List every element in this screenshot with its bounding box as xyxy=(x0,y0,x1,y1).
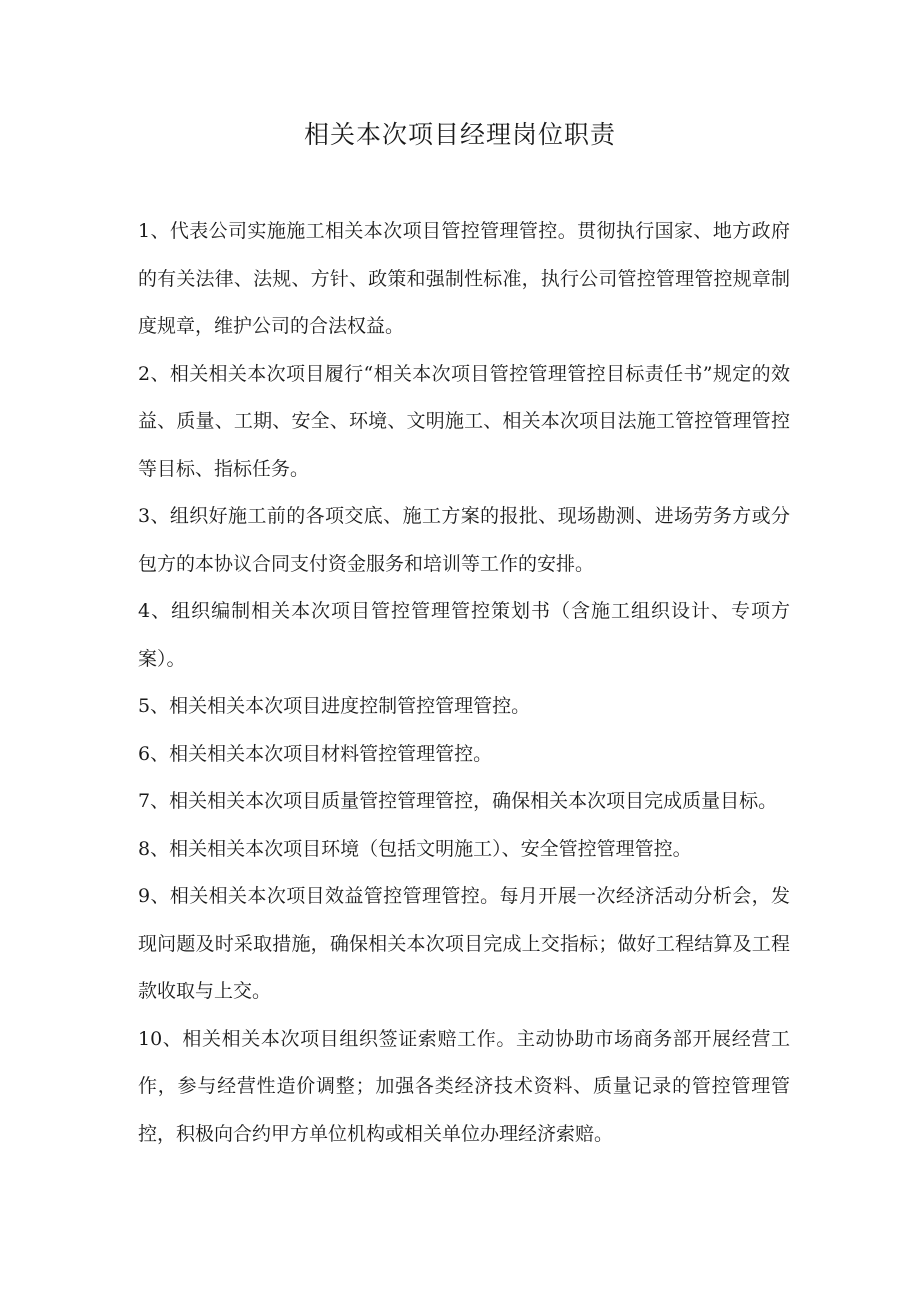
paragraph-5: 5、相关相关本次项目进度控制管控管理管控。 xyxy=(138,695,531,717)
paragraph-10: 10、相关相关本次项目组织签证索赔工作。主动协助市场商务部开展经营工作，参与经营性造价调整；加强各类经济技术资料、质量记录的管控管理管控，积极向合约甲方单位机构或相关单位办理经济索赔。 xyxy=(138,1027,790,1145)
paragraph-6: 6、相关相关本次项目材料管控管理管控。 xyxy=(138,742,493,765)
paragraph-7: 7、相关相关本次项目质量管控管理管控，确保相关本次项目完成质量目标。 xyxy=(138,790,778,812)
paragraph-8: 8、相关相关本次项目环境（包括文明施工）、安全管控管理管控。 xyxy=(138,837,692,860)
paragraph-9: 9、相关相关本次项目效益管控管理管控。每月开展一次经济活动分析会，发现问题及时采取措施，确保相关本次项目完成上交指标；做好工程结算及工程款收取与上交。 xyxy=(138,885,790,1002)
paragraph-2: 2、相关相关本次项目履行“相关本次项目管控管理管控目标责任书”规定的效益、质量、工期、安全、环境、文明施工、相关本次项目法施工管控管理管控等目标、指标任务。 xyxy=(138,362,790,480)
document-title: 相关本次项目经理岗位职责 xyxy=(303,120,616,149)
paragraph-4: 4、组织编制相关本次项目管控管理管控策划书（含施工组织设计、专项方案）。 xyxy=(138,600,790,670)
document-body xyxy=(138,208,790,1158)
paragraph-3: 3、组织好施工前的各项交底、施工方案的报批、现场勘测、进场劳务方或分包方的本协议合同支付资金服务和培训等工作的安排。 xyxy=(138,505,790,575)
paragraph-1: 1、代表公司实施施工相关本次项目管控管理管控。贯彻执行国家、地方政府的有关法律、法规、方针、政策和强制性标准，执行公司管控管理管控规章制度规章，维护公司的合法权益。 xyxy=(138,220,790,337)
